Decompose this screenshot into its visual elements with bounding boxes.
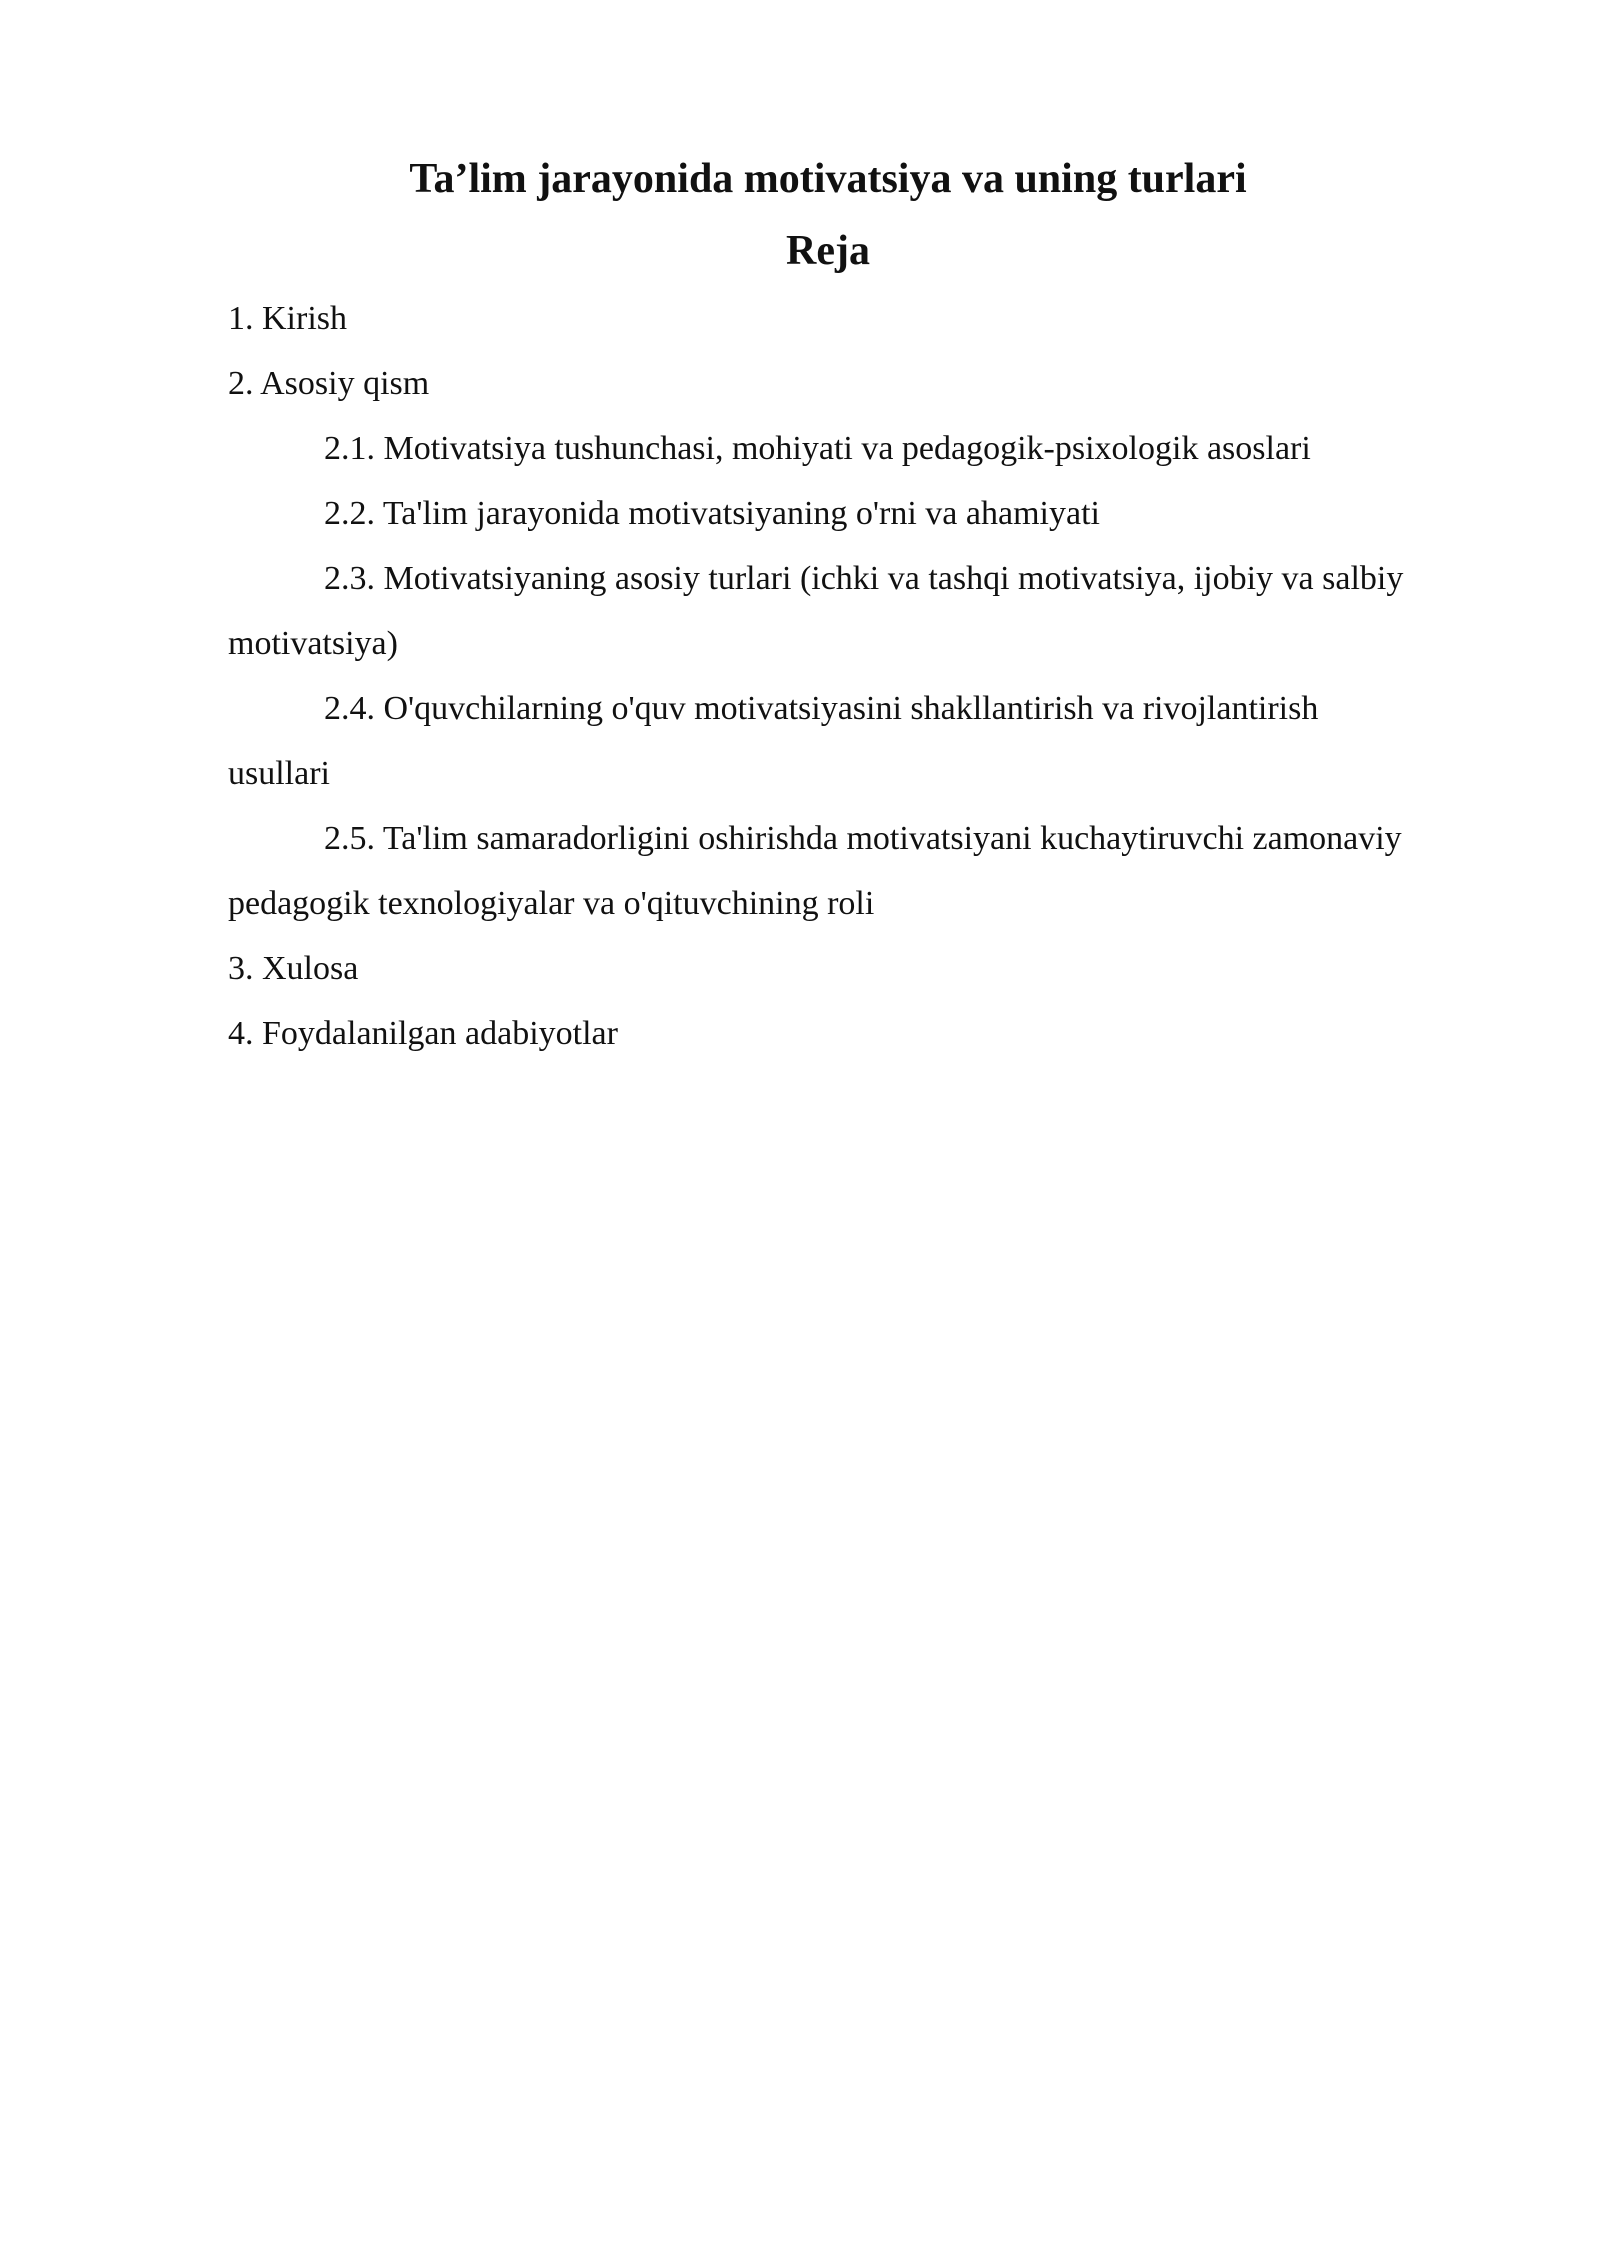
toc-item-conclusion: 3. Xulosa: [228, 950, 359, 987]
toc-item-2-5: 2.5. Ta'lim samaradorligini oshirishda motivatsiyani kuchaytiruvchi zamonaviy pedagogik texnologiyalar va o'qituvchining roli: [228, 820, 1402, 922]
document-title: Ta’lim jarayonida motivatsiya va uning turlari: [409, 156, 1247, 202]
toc-item-2-4: 2.4. O'quvchilarning o'quv motivatsiyasini shakllantirish va rivojlantirish usullari: [228, 690, 1319, 792]
toc-item-introduction: 1. Kirish: [228, 300, 347, 337]
toc-item-2-2: 2.2. Ta'lim jarayonida motivatsiyaning o'rni va ahamiyati: [324, 495, 1100, 532]
toc-item-2-3: 2.3. Motivatsiyaning asosiy turlari (ichki va tashqi motivatsiya, ijobiy va salbiy motivatsiya): [228, 560, 1404, 662]
document-content: [228, 150, 1428, 1066]
plan-heading: Reja: [786, 228, 870, 274]
toc-item-references: 4. Foydalanilgan adabiyotlar: [228, 1015, 618, 1052]
toc-item-main-part: 2. Asosiy qism: [228, 365, 430, 402]
table-of-contents: [228, 286, 1428, 1066]
toc-item-2-1: 2.1. Motivatsiya tushunchasi, mohiyati va pedagogik-psixologik asoslari: [324, 430, 1311, 467]
